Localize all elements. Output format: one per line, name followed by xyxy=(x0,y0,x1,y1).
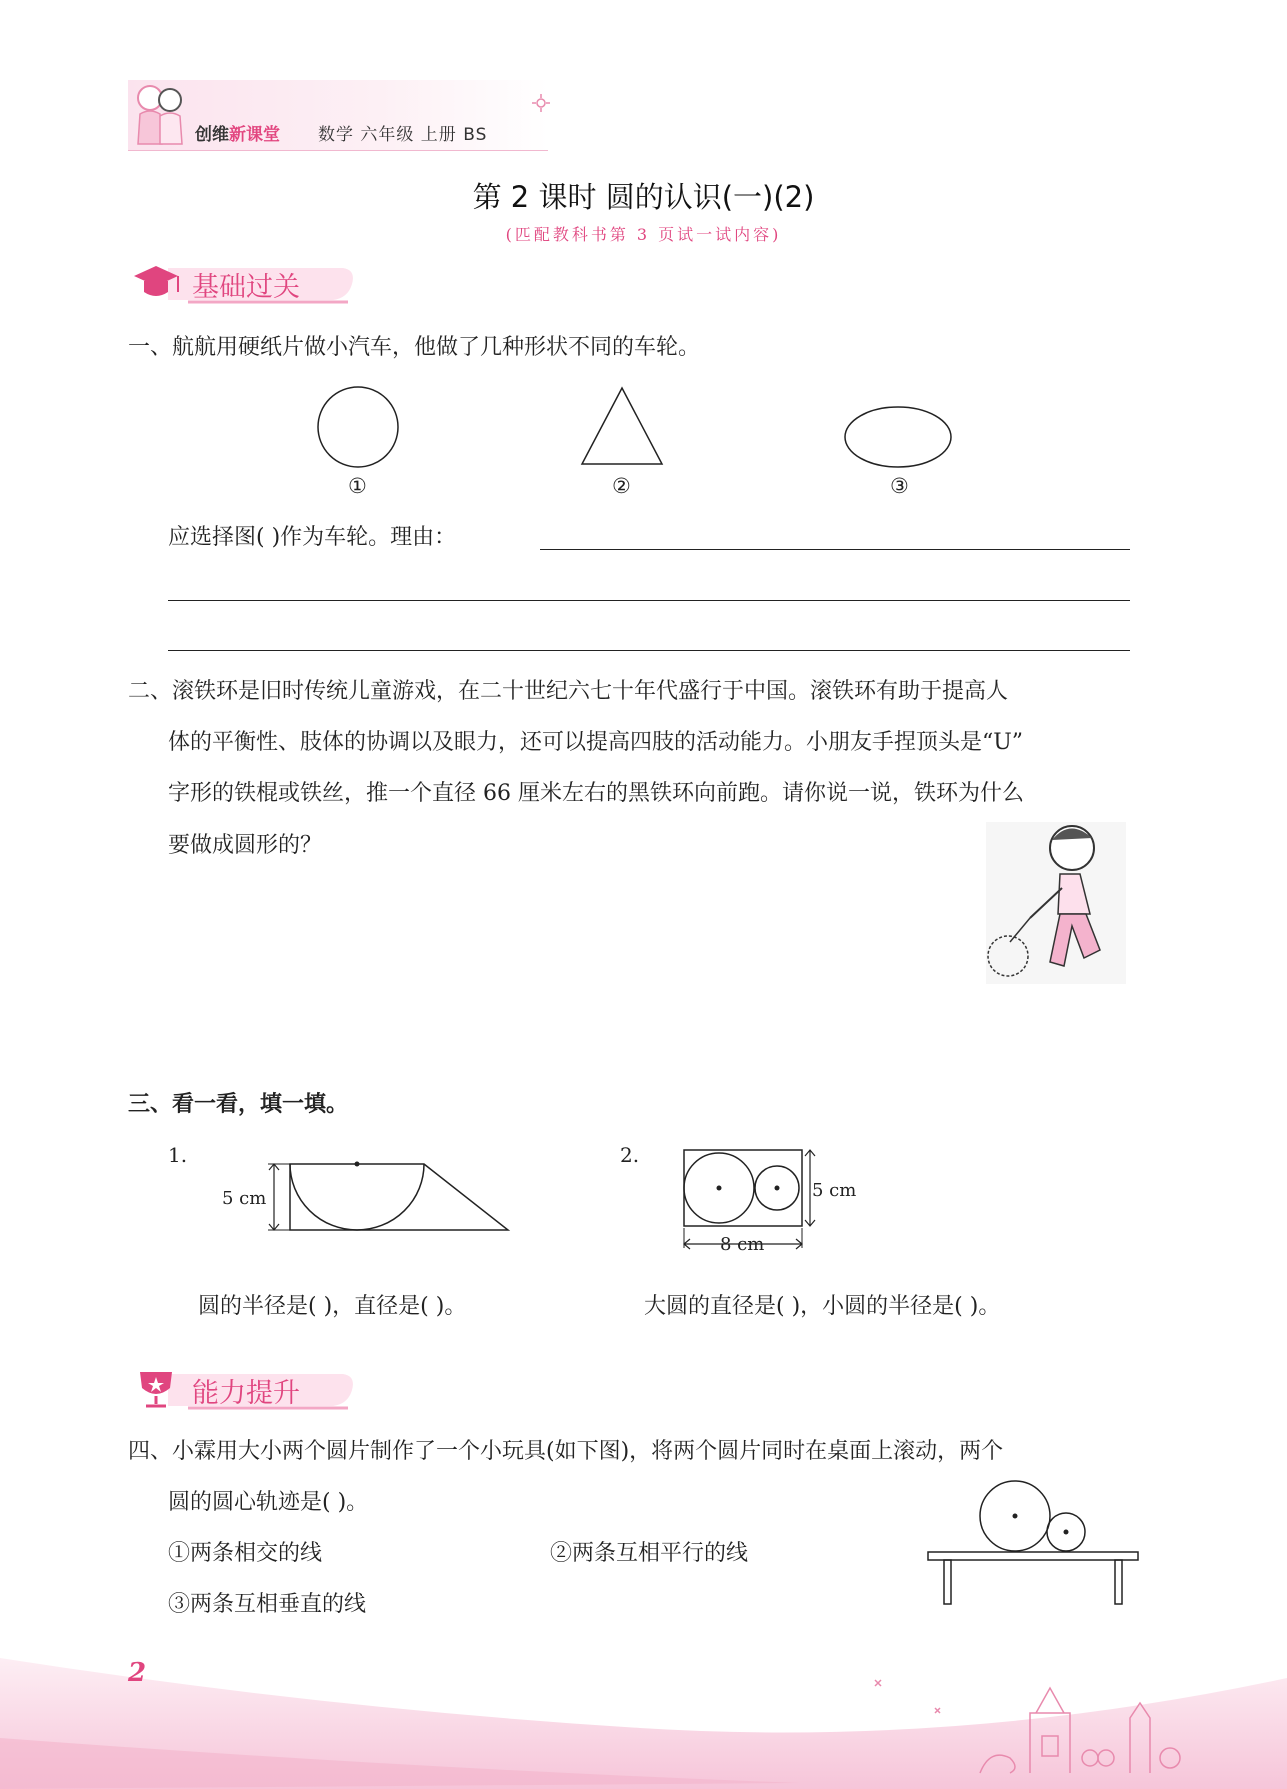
subject-info: 数学 六年级 上册 BS xyxy=(318,125,488,145)
shape-label-2: ② xyxy=(612,474,631,498)
q4-option-2: ②两条互相平行的线 xyxy=(550,1541,749,1566)
page-number: 2 xyxy=(128,1658,147,1688)
q1-answer-prompt: 应选择图( )作为车轮。理由： xyxy=(168,525,457,550)
section-title-advanced: 能力提升 xyxy=(192,1378,300,1409)
cartoon-kids-icon xyxy=(128,78,188,150)
fig2-number: 2. xyxy=(620,1143,640,1167)
triangle-shape xyxy=(582,388,662,464)
answer-line[interactable] xyxy=(168,600,1130,601)
q2-line-4: 要做成圆形的？ xyxy=(168,833,323,858)
fig2-width-label: 8 cm xyxy=(720,1234,765,1255)
fig2-height-label: 5 cm xyxy=(812,1180,857,1201)
section-title-basic: 基础过关 xyxy=(192,272,300,303)
q3-answer-2: 大圆的直径是( )，小圆的半径是( )。 xyxy=(644,1294,1001,1319)
q2-line-1: 二、滚铁环是旧时传统儿童游戏，在二十世纪六七十年代盛行于中国。滚铁环有助于提高人 xyxy=(128,679,1009,704)
q3-answer-1: 圆的半径是( )，直径是( )。 xyxy=(198,1294,467,1319)
answer-line[interactable] xyxy=(168,650,1130,651)
q1-shapes xyxy=(300,380,980,500)
q3-text: 三、看一看，填一填。 xyxy=(128,1091,349,1117)
q2-line-2: 体的平衡性、肢体的协调以及眼力，还可以提高四肢的活动能力。小朋友手捏顶头是“U” xyxy=(168,730,1024,755)
boy-rolling-hoop-illustration xyxy=(980,818,1130,988)
ellipse-shape xyxy=(845,407,951,467)
shape-label-3: ③ xyxy=(890,474,909,498)
q1-text: 一、航航用硬纸片做小汽车，他做了几种形状不同的车轮。 xyxy=(128,335,701,360)
answer-line[interactable] xyxy=(540,549,1130,550)
circle-shape xyxy=(318,387,398,467)
star-icon xyxy=(875,1680,881,1686)
page-subtitle: (匹配教科书第 3 页试一试内容) xyxy=(505,225,782,244)
q2-line-3: 字形的铁棍或铁丝，推一个直径 66 厘米左右的黑铁环向前跑。请你说一说，铁环为什么 xyxy=(168,781,1024,806)
flower-icon xyxy=(530,92,552,114)
footer-wave-decoration xyxy=(0,1618,1287,1789)
q4-line-2: 圆的圆心轨迹是( )。 xyxy=(168,1490,369,1515)
fig1-number: 1. xyxy=(168,1143,188,1167)
fig1-height-label: 5 cm xyxy=(222,1188,267,1209)
brand-name: 创维新课堂 xyxy=(195,125,280,145)
page-title: 第 2 课时 圆的认识(一)(2) xyxy=(472,180,815,214)
q4-option-3: ③两条互相垂直的线 xyxy=(168,1592,367,1617)
fig1-semicircle-trapezoid xyxy=(260,1150,520,1240)
star-icon xyxy=(935,1708,940,1713)
q4-line-1: 四、小霖用大小两个圆片制作了一个小玩具(如下图)，将两个圆片同时在桌面上滚动，两个 xyxy=(128,1439,1004,1464)
q4-option-1: ①两条相交的线 xyxy=(168,1541,323,1566)
q4-two-discs-on-table xyxy=(920,1478,1145,1608)
shape-label-1: ① xyxy=(348,474,367,498)
